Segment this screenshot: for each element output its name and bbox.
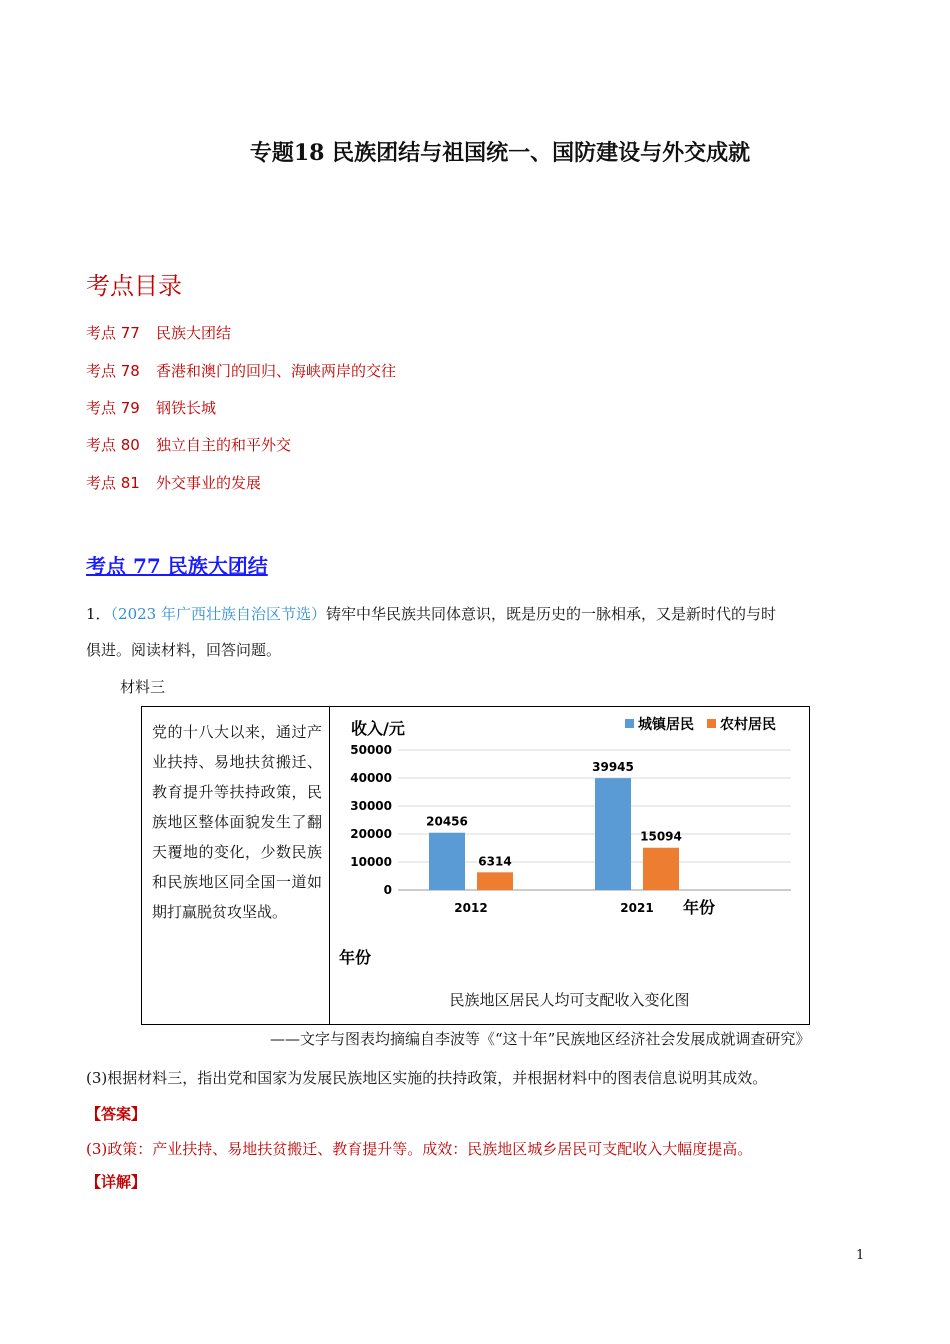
y-tick-label: 40000 [350,771,392,785]
question-text-line1: 铸牢中华民族共同体意识，既是历史的一脉相承，又是新时代的与时 [326,605,777,623]
legend-label-rural: 农村居民 [720,717,776,733]
legend-swatch-rural [707,719,716,728]
figure-caption: 民族地区居民人均可支配收入变化图 [449,991,690,1009]
toc-item[interactable] [86,360,396,381]
question-text-line2: 俱进。阅读材料，回答问题。 [86,641,282,659]
chart-ylabel: 收入/元 [351,719,405,738]
bar-rural [643,848,679,890]
question-source-tag: （2023 年广西壮族自治区节选） [110,605,326,623]
toc-item-label: 独立自主的和平外交 [156,436,292,454]
toc-item[interactable] [86,397,216,418]
toc-item-label: 外交事业的发展 [156,474,262,492]
data-label: 20456 [426,814,468,829]
chart-xlabel: 年份 [683,898,716,917]
page-number: 1 [856,1248,865,1263]
toc-item-num: 考点 78 [86,362,140,380]
answer-label: 【答案】 [86,1105,147,1123]
toc-item-num: 考点 79 [86,399,140,417]
bar-rural [477,872,513,890]
data-label: 6314 [478,854,512,869]
toc-item[interactable] [86,434,291,455]
x-tick-label: 2021 [620,901,654,915]
y-tick-label: 10000 [350,855,392,869]
toc-item-label: 香港和澳门的回归、海峡两岸的交往 [156,362,397,380]
legend-swatch-urban [625,719,634,728]
box-divider [329,707,330,1024]
income-chart [331,707,809,987]
toc-item-label: 钢铁长城 [156,399,217,417]
chart-xlabel-below: 年份 [339,948,372,967]
y-tick-label: 30000 [350,799,392,813]
detail-label: 【详解】 [86,1173,147,1191]
toc-item-label: 民族大团结 [156,324,232,342]
toc-item-num: 考点 81 [86,474,140,492]
toc-item-num: 考点 80 [86,436,140,454]
toc-item[interactable] [86,472,261,493]
source-note: ——文字与图表均摘编自李波等《“这十年”民族地区经济社会发展成就调查研究》 [270,1030,811,1048]
legend-label-urban: 城镇居民 [638,717,694,733]
data-label: 39945 [592,760,634,775]
x-tick-label: 2012 [454,901,488,915]
page-title: 专题18 民族团结与祖国统一、国防建设与外交成就 [249,140,751,166]
question-text [86,596,866,668]
y-tick-label: 50000 [350,743,392,757]
bar-urban [429,833,465,890]
toc-item[interactable] [86,322,231,343]
material-label: 材料三 [120,678,166,696]
y-tick-label: 20000 [350,827,392,841]
sub-question: (3)根据材料三，指出党和国家为发展民族地区实施的扶持政策，并根据材料中的图表信息说明其成效。 [86,1069,768,1087]
bar-urban [595,778,631,890]
toc-heading: 考点目录 [86,272,182,300]
section-heading[interactable]: 考点 77 民族大团结 [86,554,268,578]
question-number: 1． [86,605,111,623]
answer-text: (3)政策：产业扶持、易地扶贫搬迁、教育提升等。成效：民族地区城乡居民可支配收入大幅度提高。 [86,1140,753,1158]
toc-item-num: 考点 77 [86,324,140,342]
data-label: 15094 [640,829,682,844]
y-tick-label: 0 [383,883,392,897]
material-text: 党的十八大以来，通过产业扶持、易地扶贫搬迁、教育提升等扶持政策，民族地区整体面貌发生了翻天覆地的变化，少数民族和民族地区同全国一道如期打赢脱贫攻坚战。 [152,723,322,921]
material-box [141,706,810,1025]
